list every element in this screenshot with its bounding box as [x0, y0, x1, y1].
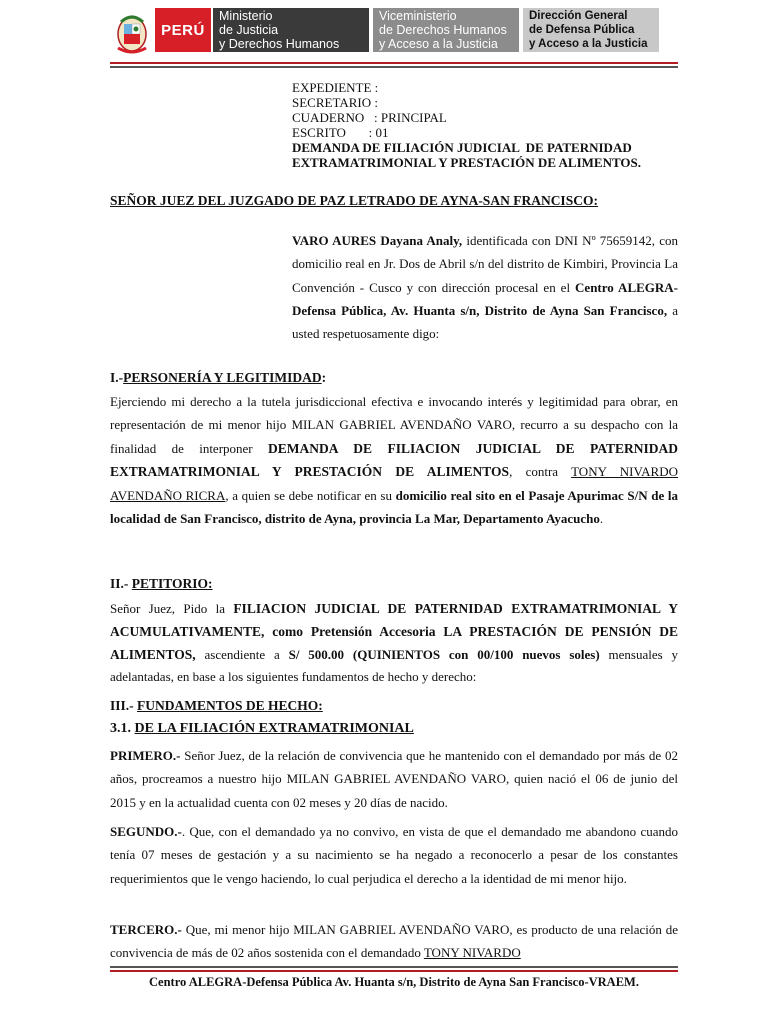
- viceministry-block: [373, 8, 519, 52]
- fact-paragraph-1: [110, 744, 678, 814]
- subsection-title: DE LA FILIACIÓN EXTRAMATRIMONIAL: [134, 721, 414, 736]
- plaintiff-name: VARO AURES Dayana Analy,: [292, 233, 463, 248]
- direction-line: Dirección General: [529, 10, 628, 22]
- fact-paragraph-2: [110, 820, 678, 890]
- header-rule: [110, 62, 678, 64]
- claim-title: DEMANDA DE FILIACION JUDICIAL DE PATERNIDAD EXTRAMATRIMONIAL Y PRESTACIÓN DE ALIMENTOS: [110, 440, 678, 480]
- letterhead: [0, 0, 768, 70]
- ministry-line: Ministerio: [219, 9, 273, 23]
- addressee: SEÑOR JUEZ DEL JUZGADO DE PAZ LETRADO DE AYNA-SAN FRANCISCO:: [110, 193, 598, 208]
- section2-paragraph: [110, 598, 678, 689]
- section-title: PERSONERÍA Y LEGITIMIDAD: [123, 370, 322, 385]
- section-heading: [110, 698, 323, 714]
- viceministry-line: Viceministerio: [379, 9, 457, 23]
- ministry-line: y Derechos Humanos: [219, 37, 340, 51]
- ministry-line: de Justicia: [219, 23, 279, 37]
- subsection-number: 3.1.: [110, 721, 135, 736]
- paragraph-text: , contra: [509, 464, 572, 480]
- paragraph-text: Señor Juez, Pido la: [110, 601, 234, 616]
- paragraph-text: .: [599, 511, 604, 527]
- document-title-line: DEMANDA DE FILIACIÓN JUDICIAL DE PATERNIDAD: [292, 140, 632, 155]
- country-label: PERÚ: [155, 8, 211, 52]
- ministry-block: [213, 8, 369, 52]
- direction-line: de Defensa Pública: [529, 24, 635, 36]
- viceministry-line: y Acceso a la Justicia: [379, 37, 498, 51]
- fact-paragraph-3: [110, 918, 678, 965]
- intro-text: identificada con DNI Nº 75659142, con domicilio real en Jr. Dos de Abril s/n del distrito de Kimbiri, Provincia La Convención - Cusco y con dirección procesal en el: [292, 233, 678, 295]
- footer-rule: [110, 966, 678, 968]
- fact-label: PRIMERO.-: [110, 748, 181, 763]
- coat-of-arms-icon: [112, 8, 152, 56]
- section1-paragraph: [110, 390, 678, 530]
- section-title: PETITORIO:: [131, 576, 213, 591]
- paragraph-text: , a quien se debe notificar en su: [225, 487, 396, 503]
- defendant-name: TONY NIVARDO: [423, 945, 521, 961]
- defendant-name: TONY NIVARDO AVENDAÑO RICRA: [110, 464, 679, 503]
- header-rule: [110, 66, 678, 68]
- addressee-text: SEÑOR JUEZ DEL JUZGADO DE PAZ LETRADO DE AYNA-SAN FRANCISCO: [110, 193, 594, 208]
- defendant-address: domicilio real sito en el Pasaje Apurimac S/N de la localidad de San Francisco, distrito de Ayna, provincia La Mar, Departamento Ayacucho: [110, 487, 678, 527]
- intro-paragraph: [292, 229, 678, 345]
- cuaderno: CUADERNO : PRINCIPAL: [292, 110, 447, 125]
- section-number: I.-: [110, 370, 124, 385]
- intro-text: a usted respetuosamente digo:: [292, 302, 678, 342]
- paragraph-text: mensuales y adelantadas, en base a los siguientes fundamentos de hecho y derecho:: [110, 646, 678, 685]
- section-heading: [110, 576, 213, 592]
- fact-text: . Que, con el demandado ya no convivo, en vista de que el demandado me abandono cuando tenía 07 meses de gestación y a su nacimiento se ha negado a reconocerlo a pesar de los constantes requerimientos que le vengo haciendo, lo cual perjudica el derecho a la identidad de mi menor hijo.: [110, 824, 678, 886]
- section-title: FUNDAMENTOS DE HECHO:: [137, 698, 323, 713]
- direction-block: [523, 8, 659, 52]
- subsection-heading: [110, 721, 414, 737]
- viceministry-line: de Derechos Humanos: [379, 23, 507, 37]
- paragraph-text: Ejerciendo mi derecho a la tutela jurisdiccional efectiva e invocando interés y legitimidad para obrar, en representación de mi menor hijo MILAN GABRIEL AVENDAÑO VARO, recurro a su despacho con la finalidad de interponer: [110, 394, 678, 456]
- footer-address: Centro ALEGRA-Defensa Pública Av. Huanta s/n, Distrito de Ayna San Francisco-VRAEM.: [149, 975, 639, 989]
- section-number: III.-: [110, 698, 138, 713]
- procedural-address: Centro ALEGRA-Defensa Pública, Av. Huanta s/n, Distrito de Ayna San Francisco,: [292, 279, 679, 318]
- escrito: ESCRITO : 01: [292, 125, 389, 140]
- fact-text: Que, mi menor hijo MILAN GABRIEL AVENDAÑO VARO, es producto de una relación de convivencia de más de 02 años sostenida con el demandado: [110, 922, 678, 961]
- document-title-line: EXTRAMATRIMONIAL Y PRESTACIÓN DE ALIMENTOS.: [292, 155, 642, 170]
- footer-rule: [110, 970, 678, 972]
- secretario: SECRETARIO :: [292, 95, 378, 110]
- section-number: II.-: [110, 576, 132, 591]
- case-metadata: [292, 80, 641, 170]
- paragraph-text: ascendiente a: [195, 646, 289, 662]
- section-heading: I.-PERSONERÍA Y LEGITIMIDAD:: [110, 370, 327, 385]
- expediente: EXPEDIENTE :: [292, 80, 379, 95]
- fact-text: Señor Juez, de la relación de convivencia que he mantenido con el demandado por más de 02 años, procreamos a nuestro hijo MILAN GABRIEL AVENDAÑO VARO, quien nació el 06 de junio del 2015 y en la actualidad cuenta con 02 meses y 20 días de nacido.: [110, 748, 678, 810]
- fact-label: SEGUNDO.-: [110, 824, 182, 839]
- direction-line: y Acceso a la Justicia: [529, 38, 648, 50]
- amount: S/ 500.00 (QUINIENTOS con 00/100 nuevos soles): [288, 646, 600, 662]
- fact-label: TERCERO.-: [110, 922, 182, 937]
- petition-text: FILIACION JUDICIAL DE PATERNIDAD EXTRAMATRIMONIAL Y ACUMULATIVAMENTE, como Pretensión Accesoria LA PRESTACIÓN DE PENSIÓN DE ALIMENTOS,: [110, 601, 678, 662]
